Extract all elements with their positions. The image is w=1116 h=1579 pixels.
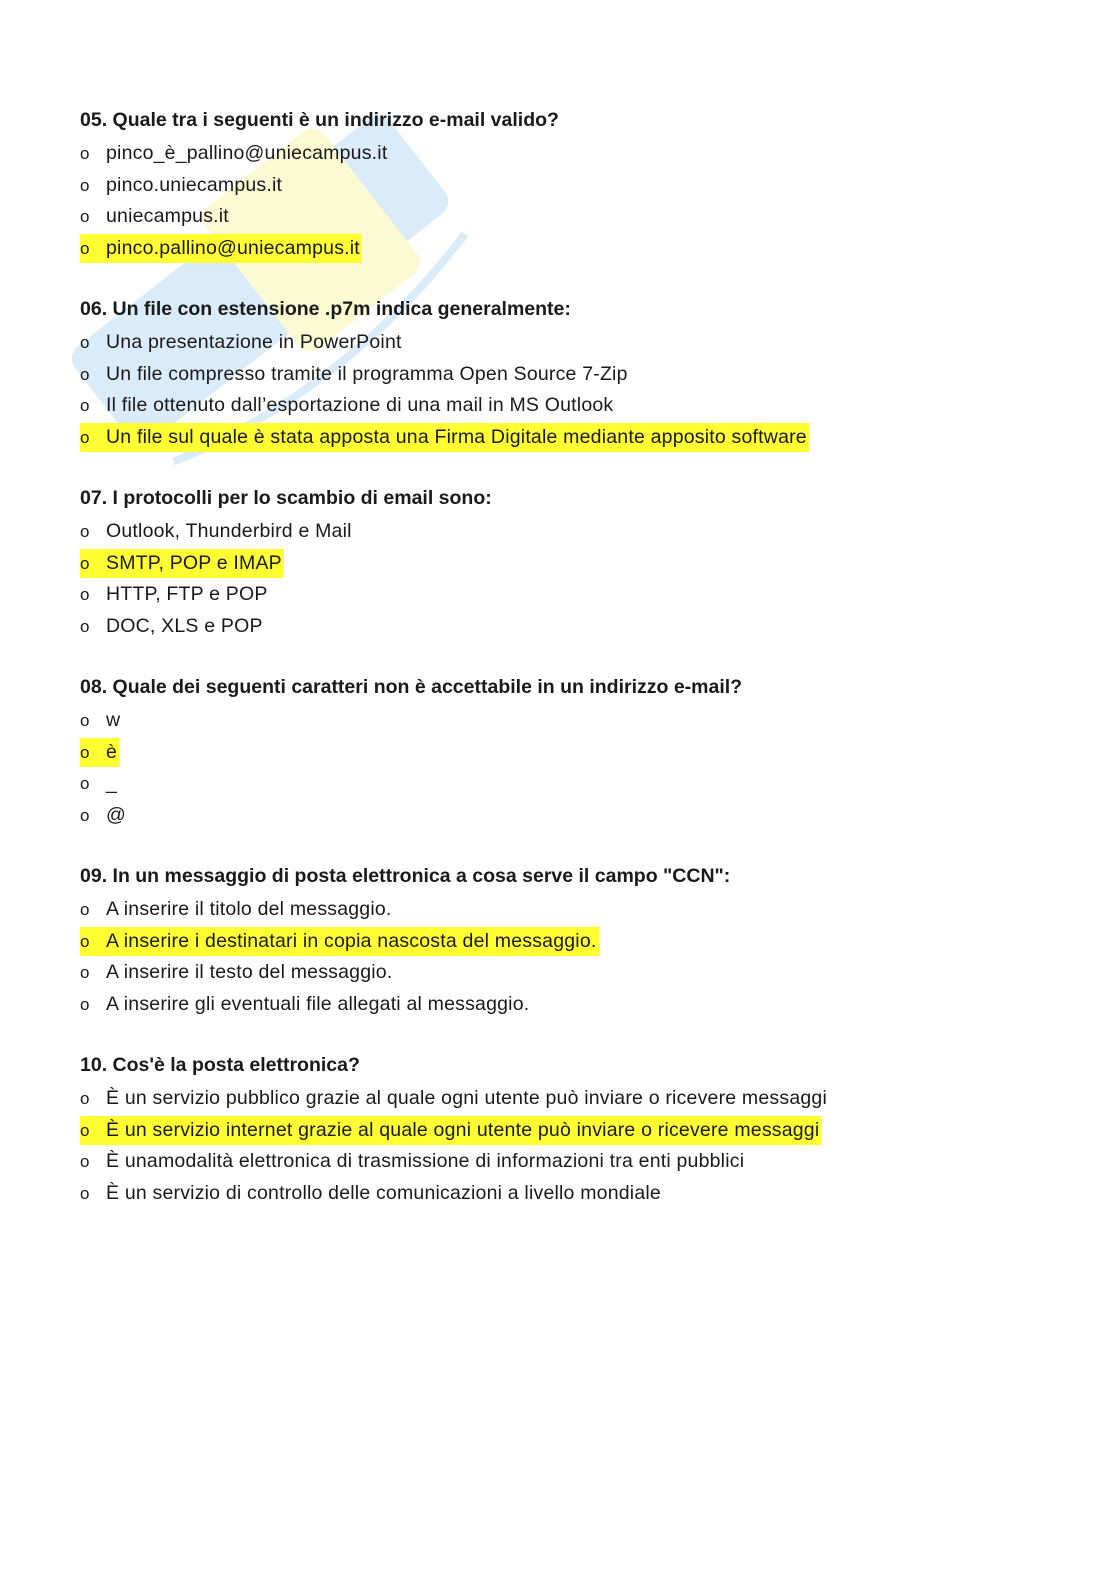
option-content — [80, 990, 531, 1019]
circle-bullet-icon: o — [80, 742, 90, 762]
option-text: SMTP, POP e IMAP — [106, 551, 282, 574]
option-content — [80, 1147, 746, 1176]
answer-option — [80, 579, 1040, 611]
circle-bullet-icon: o — [80, 994, 90, 1014]
option-text: HTTP, FTP e POP — [106, 583, 268, 605]
answer-option — [80, 989, 1040, 1021]
options-list — [80, 705, 1040, 831]
circle-bullet-icon: o — [80, 207, 90, 226]
option-text: È unamodalità elettronica di trasmissione di informazioni tra enti pubblici — [106, 1150, 745, 1172]
circle-bullet-icon: o — [80, 144, 90, 163]
circle-bullet-icon: o — [80, 1152, 90, 1171]
options-list — [80, 138, 1040, 264]
quiz-page — [80, 106, 1040, 1240]
option-text: A inserire gli eventuali file allegati al messaggio. — [106, 992, 530, 1015]
option-text: w — [106, 709, 121, 731]
option-content — [80, 171, 284, 200]
option-content — [80, 580, 270, 609]
option-content — [80, 895, 394, 924]
answer-option — [80, 1178, 1040, 1210]
option-text: Un file compresso tramite il programma Open Source 7-Zip — [106, 362, 628, 385]
answer-option — [80, 894, 1040, 926]
circle-bullet-icon: o — [80, 711, 90, 730]
option-text: Una presentazione in PowerPoint — [106, 331, 402, 353]
circle-bullet-icon: o — [80, 616, 90, 636]
answer-option — [80, 516, 1040, 548]
option-content — [80, 801, 128, 830]
answer-option — [80, 957, 1040, 989]
option-text: @ — [106, 803, 126, 826]
option-text: DOC, XLS e POP — [106, 614, 263, 637]
question-title: 07. I protocolli per lo scambio di email sono: — [80, 487, 492, 509]
option-content — [80, 360, 630, 389]
circle-bullet-icon: o — [80, 1183, 90, 1203]
answer-option — [80, 768, 1040, 800]
option-content — [80, 1116, 821, 1145]
circle-bullet-icon: o — [80, 1120, 90, 1140]
answer-option — [80, 201, 1040, 233]
answer-option — [80, 705, 1040, 737]
answer-option — [80, 1083, 1040, 1115]
question-block — [80, 484, 1040, 642]
circle-bullet-icon: o — [80, 805, 90, 825]
option-text: pinco_è_pallino@uniecampus.it — [106, 142, 388, 164]
circle-bullet-icon: o — [80, 333, 90, 352]
answer-option-correct — [80, 233, 1040, 265]
option-text: A inserire il titolo del messaggio. — [106, 898, 392, 920]
option-content — [80, 1179, 663, 1208]
answer-option-correct — [80, 548, 1040, 580]
question-block — [80, 295, 1040, 453]
question-block — [80, 673, 1040, 831]
circle-bullet-icon: o — [80, 364, 90, 384]
option-text: È un servizio di controllo delle comunicazioni a livello mondiale — [106, 1181, 661, 1204]
question-block — [80, 862, 1040, 1020]
option-text: È un servizio pubblico grazie al quale ogni utente può inviare o ricevere messaggi — [106, 1087, 827, 1109]
answer-option — [80, 1146, 1040, 1178]
option-text: A inserire i destinatari in copia nascosta del messaggio. — [106, 929, 597, 952]
option-text: è — [106, 740, 118, 763]
option-content — [80, 423, 809, 452]
option-content — [80, 738, 119, 767]
answer-option — [80, 170, 1040, 202]
option-content — [80, 706, 122, 735]
answer-option — [80, 359, 1040, 391]
option-content — [80, 234, 362, 263]
option-text: pinco.pallino@uniecampus.it — [106, 236, 360, 259]
option-text: uniecampus.it — [106, 205, 229, 227]
circle-bullet-icon: o — [80, 522, 90, 541]
question-block — [80, 1051, 1040, 1209]
answer-option-correct — [80, 422, 1040, 454]
option-content — [80, 328, 404, 357]
question-title: 05. Quale tra i seguenti è un indirizzo e-mail valido? — [80, 109, 559, 131]
option-content — [80, 958, 394, 987]
option-content — [80, 549, 284, 578]
answer-option-correct — [80, 737, 1040, 769]
option-text: pinco.uniecampus.it — [106, 173, 283, 196]
answer-option — [80, 390, 1040, 422]
options-list — [80, 1083, 1040, 1209]
answer-option — [80, 611, 1040, 643]
options-list — [80, 516, 1040, 642]
circle-bullet-icon: o — [80, 1089, 90, 1108]
answer-option — [80, 327, 1040, 359]
option-content — [80, 927, 599, 956]
circle-bullet-icon: o — [80, 774, 90, 793]
circle-bullet-icon: o — [80, 238, 90, 258]
circle-bullet-icon: o — [80, 175, 90, 195]
option-text: Il file ottenuto dall’esportazione di una mail in MS Outlook — [106, 394, 614, 416]
option-text: A inserire il testo del messaggio. — [106, 961, 393, 983]
circle-bullet-icon: o — [80, 900, 90, 919]
question-title: 09. In un messaggio di posta elettronica a cosa serve il campo "CCN": — [80, 865, 731, 887]
option-content — [80, 202, 231, 231]
circle-bullet-icon: o — [80, 585, 90, 604]
option-content — [80, 1084, 829, 1113]
answer-option — [80, 138, 1040, 170]
option-content — [80, 139, 389, 168]
answer-option — [80, 800, 1040, 832]
answer-option-correct — [80, 1115, 1040, 1147]
options-list — [80, 894, 1040, 1020]
option-content — [80, 391, 615, 420]
option-text: È un servizio internet grazie al quale ogni utente può inviare o ricevere messaggi — [106, 1118, 820, 1141]
answer-option-correct — [80, 926, 1040, 958]
question-title: 08. Quale dei seguenti caratteri non è accettabile in un indirizzo e-mail? — [80, 676, 743, 698]
options-list — [80, 327, 1040, 453]
circle-bullet-icon: o — [80, 553, 90, 573]
circle-bullet-icon: o — [80, 963, 90, 982]
question-block — [80, 106, 1040, 264]
circle-bullet-icon: o — [80, 427, 90, 447]
option-text: Outlook, Thunderbird e Mail — [106, 520, 352, 542]
option-content — [80, 517, 354, 546]
question-title: 06. Un file con estensione .p7m indica generalmente: — [80, 298, 571, 320]
option-content — [80, 769, 119, 798]
option-text: _ — [106, 772, 118, 794]
option-text: Un file sul quale è stata apposta una Firma Digitale mediante apposito software — [106, 425, 807, 448]
option-content — [80, 612, 265, 641]
circle-bullet-icon: o — [80, 396, 90, 415]
question-title: 10. Cos'è la posta elettronica? — [80, 1054, 360, 1076]
circle-bullet-icon: o — [80, 931, 90, 951]
